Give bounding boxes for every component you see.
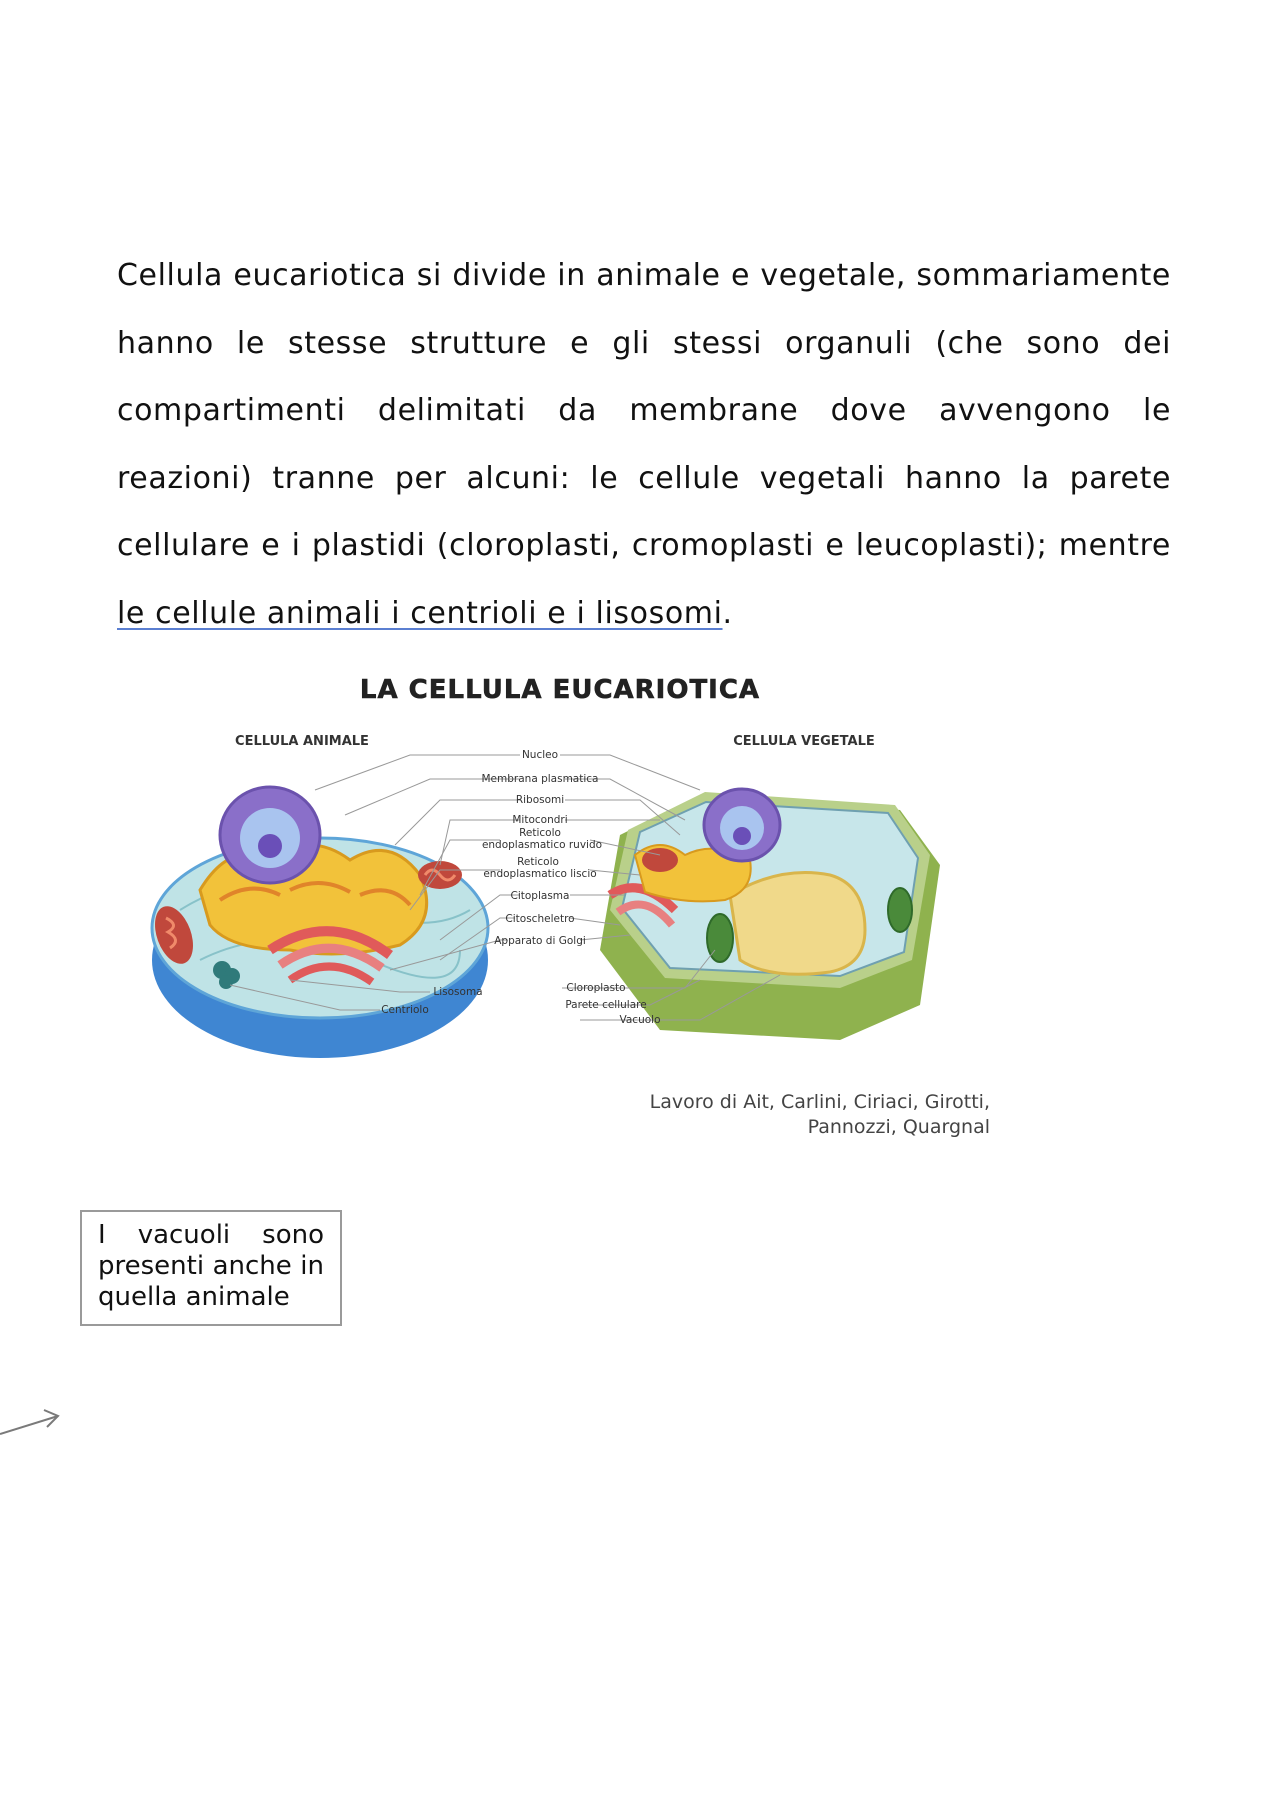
plant-cell-illustration xyxy=(600,789,940,1040)
credit-line-1: Lavoro di Ait, Carlini, Ciriaci, Girotti, xyxy=(649,1091,990,1113)
label-ser-1: Reticolo xyxy=(517,856,559,868)
credit-line-2: Pannozzi, Quargnal xyxy=(807,1116,990,1138)
label-rer-2: endoplasmatico ruvido xyxy=(481,839,603,851)
label-citoplasma: Citoplasma xyxy=(510,890,570,902)
arrow-icon xyxy=(0,1400,70,1450)
label-golgi: Apparato di Golgi xyxy=(494,935,586,947)
label-lisosoma: Lisosoma xyxy=(433,986,483,998)
label-centriolo: Centriolo xyxy=(381,1004,429,1016)
note-box xyxy=(80,1210,342,1326)
body-text: Cellula eucariotica si divide in animale e vegetale, sommariamente hanno le stesse strutture e gli stessi organuli (che sono dei compartimenti delimitati da membrane dove avvengono le reazioni) tranne per alcuni: le cellule vegetali hanno la parete cellulare e i plastidi (cloroplasti, cromoplasti e leucoplasti); mentre xyxy=(117,258,1171,563)
label-mitocondri: Mitocondri xyxy=(512,814,568,826)
label-ser-2: endoplasmatico liscio xyxy=(483,868,597,880)
label-rer-1: Reticolo xyxy=(519,827,561,839)
animal-cell-title: CELLULA ANIMALE xyxy=(235,734,369,749)
label-cloroplasto: Cloroplasto xyxy=(566,982,626,994)
note-text: I vacuoli sono presenti anche in quella animale xyxy=(98,1220,324,1312)
label-membrana: Membrana plasmatica xyxy=(481,773,599,785)
body-link-text[interactable]: le cellule animali i centrioli e i lisosomi xyxy=(117,595,723,631)
body-paragraph xyxy=(117,242,1171,647)
label-nucleo: Nucleo xyxy=(521,749,559,761)
animal-cell-illustration xyxy=(148,787,488,1058)
figure-credit xyxy=(650,1091,990,1138)
eukaryotic-cell-figure xyxy=(140,660,1020,1150)
figure-title: LA CELLULA EUCARIOTICA xyxy=(359,675,761,705)
label-vacuolo: Vacuolo xyxy=(619,1014,661,1026)
label-ribosomi: Ribosomi xyxy=(515,794,565,806)
body-text-end: . xyxy=(722,595,733,631)
label-citoscheletro: Citoscheletro xyxy=(505,913,575,925)
label-parete: Parete cellulare xyxy=(565,999,647,1011)
plant-cell-title: CELLULA VEGETALE xyxy=(733,734,875,749)
